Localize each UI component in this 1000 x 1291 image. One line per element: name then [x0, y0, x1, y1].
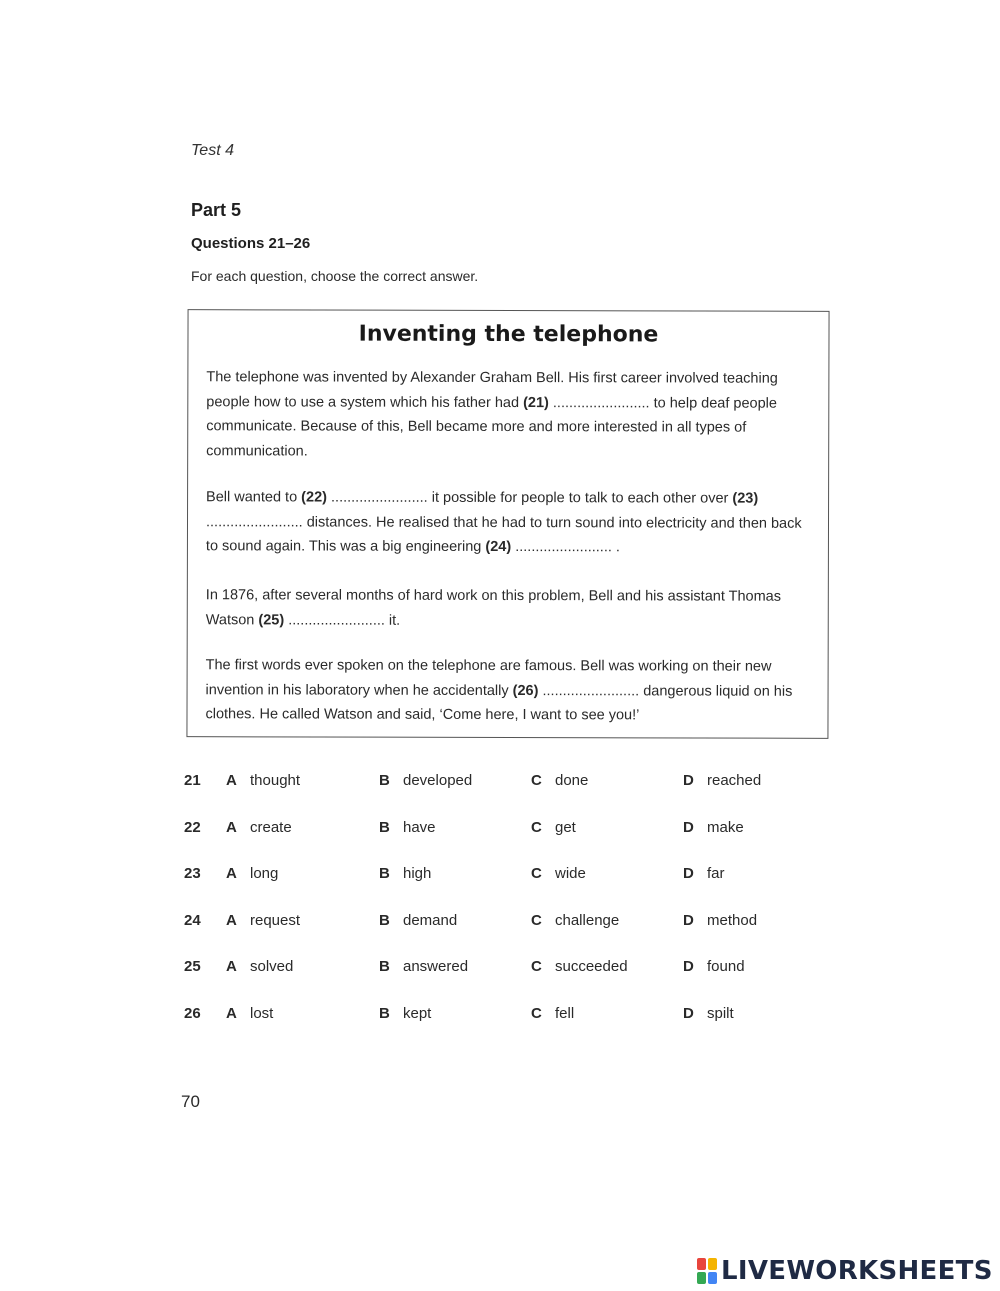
question-row-22: [180, 819, 820, 866]
instruction-text: For each question, choose the correct answer.: [191, 268, 479, 284]
option-26-d[interactable]: D spilt: [683, 1004, 734, 1022]
passage-paragraph-3: In 1876, after several months of hard work on this problem, Bell and his assistant Thomas Watson (25) ........................ it.: [205, 587, 782, 629]
option-22-b[interactable]: B have: [379, 818, 436, 836]
option-23-c[interactable]: C wide: [531, 865, 586, 882]
option-23-d[interactable]: D far: [683, 865, 725, 882]
logo-block: [708, 1258, 717, 1270]
passage-title: Inventing the telephone: [358, 321, 659, 348]
questions-range: Questions 21–26: [191, 235, 311, 252]
liveworksheets-brand[interactable]: [697, 1257, 993, 1285]
option-24-a[interactable]: A request: [226, 911, 301, 929]
logo-block: [697, 1272, 706, 1284]
option-23-a[interactable]: A long: [226, 865, 279, 882]
gap-24[interactable]: (24): [485, 538, 512, 556]
passage-paragraph-2: Bell wanted to (22) ........................ it possible for people to talk to each other over (23) ........................ distances. He realised that he had to turn sound into electricity and then back to sound again. This was a big engineering (24) ........................ .: [205, 489, 802, 556]
option-26-a[interactable]: A lost: [226, 1004, 274, 1022]
question-row-24: [180, 912, 820, 959]
page-number: 70: [181, 1092, 200, 1111]
option-25-b[interactable]: B answered: [379, 958, 469, 975]
option-24-b[interactable]: B demand: [379, 911, 458, 929]
option-24-c[interactable]: C challenge: [531, 911, 620, 929]
question-number: 26: [184, 1004, 201, 1022]
passage-paragraph-4: The first words ever spoken on the telephone are famous. Bell was working on their new invention in his laboratory when he accidentally (26) ........................ dangerous liquid on his clothes. He called Watson and said, ‘Come here, I want to see you!’: [205, 657, 793, 724]
logo-block: [697, 1258, 706, 1270]
option-21-b[interactable]: B developed: [379, 772, 473, 789]
brand-name: LIVEWORKSHEETS: [721, 1256, 993, 1286]
option-21-a[interactable]: A thought: [226, 772, 301, 789]
option-25-a[interactable]: A solved: [226, 958, 294, 975]
gap-25[interactable]: (25): [258, 611, 285, 628]
part-title: Part 5: [191, 200, 242, 220]
option-23-b[interactable]: B high: [379, 865, 432, 882]
gap-22[interactable]: (22): [301, 489, 328, 506]
option-22-d[interactable]: D make: [683, 818, 744, 836]
option-22-c[interactable]: C get: [531, 818, 576, 836]
gap-23[interactable]: (23): [732, 490, 759, 507]
passage-paragraph-1: The telephone was invented by Alexander Graham Bell. His first career involved teaching people how to use a system which his father had (21) ........................ to help deaf people communicate. Because of this, Bell became more and more interested in all types of communication.: [206, 369, 778, 459]
question-row-26: [180, 1005, 820, 1052]
option-21-d[interactable]: D reached: [683, 772, 762, 789]
answer-options: [180, 772, 820, 1051]
option-26-c[interactable]: C fell: [531, 1004, 575, 1022]
option-25-c[interactable]: C succeeded: [531, 958, 628, 975]
option-24-d[interactable]: D method: [683, 911, 758, 929]
question-row-21: [180, 772, 820, 819]
question-number: 24: [184, 911, 201, 929]
gap-21[interactable]: (21): [523, 394, 549, 411]
option-26-b[interactable]: B kept: [379, 1004, 432, 1022]
question-row-23: [180, 865, 820, 912]
question-number: 22: [184, 818, 201, 836]
question-number: 23: [184, 865, 201, 882]
option-25-d[interactable]: D found: [683, 958, 745, 975]
question-number: 25: [184, 958, 201, 975]
passage-box: [186, 309, 829, 739]
gap-26[interactable]: (26): [512, 682, 539, 699]
question-number: 21: [184, 772, 201, 789]
test-label: Test 4: [191, 142, 234, 159]
liveworksheets-logo-icon: [697, 1258, 717, 1284]
option-22-a[interactable]: A create: [226, 818, 292, 836]
option-21-c[interactable]: C done: [531, 772, 589, 789]
logo-block: [708, 1272, 717, 1284]
question-row-25: [180, 958, 820, 1005]
